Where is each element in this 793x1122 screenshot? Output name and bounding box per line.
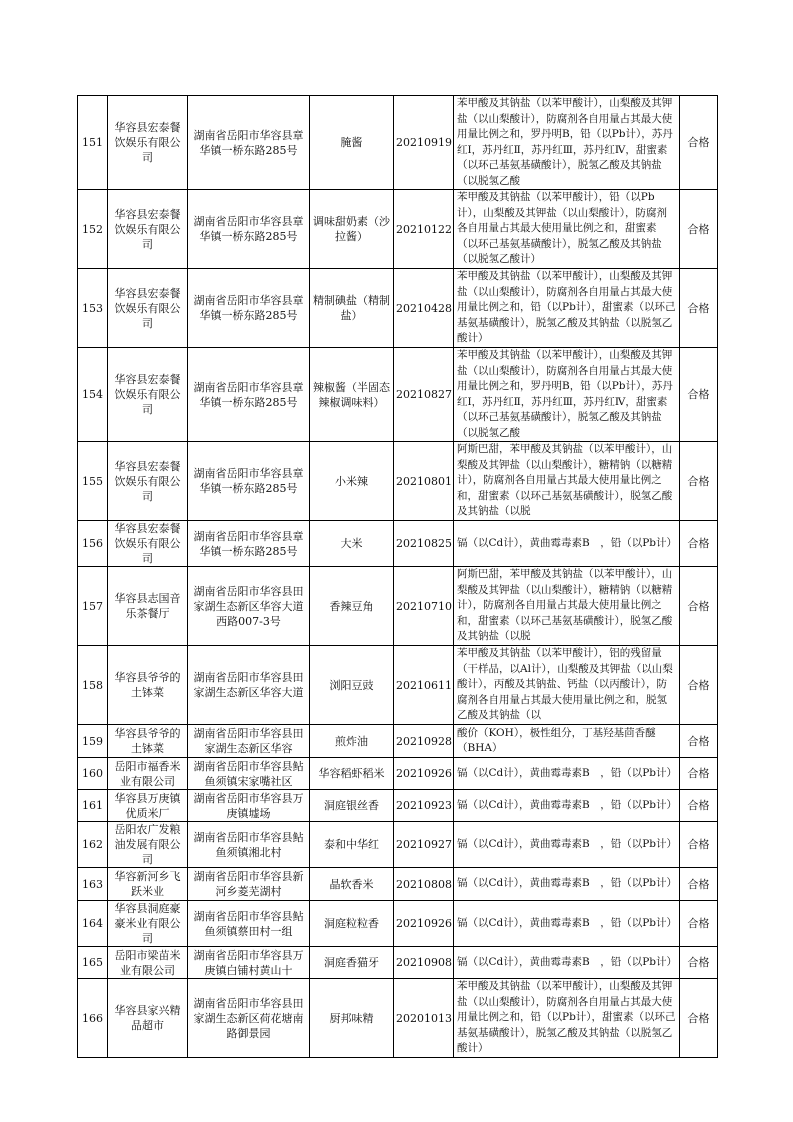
test-result: 合格 <box>680 269 718 348</box>
test-result: 合格 <box>680 901 718 947</box>
test-items: 镉（以Cd计），黄曲霉毒素B ，铅（以Pb计） <box>454 758 680 790</box>
test-items: 镉（以Cd计），黄曲霉毒素B ，铅（以Pb计） <box>454 822 680 868</box>
company-address: 湖南省岳阳市华容县新河乡菱芜湖村 <box>188 868 310 901</box>
test-items: 酸价（KOH），极性组分，丁基羟基茴香醚（BHA） <box>454 725 680 758</box>
production-date: 20210611 <box>394 646 454 725</box>
company-name: 岳阳农广发粮油发展有限公司 <box>108 822 188 868</box>
table-row <box>78 269 718 348</box>
food-name: 洞庭银丝香 <box>310 790 394 822</box>
row-number: 156 <box>78 521 108 567</box>
test-items: 镉（以Cd计），黄曲霉毒素B ，铅（以Pb计） <box>454 521 680 567</box>
test-items: 苯甲酸及其钠盐（以苯甲酸计），山梨酸及其钾盐（以山梨酸计），防腐剂各自用量占其最大使用量比例之和，罗丹明B，铅（以Pb计），苏丹红Ⅰ，苏丹红Ⅱ，苏丹红Ⅲ，苏丹红Ⅳ，甜蜜素（以环己基氨基磺酸计），脱氢乙酸及其钠盐（以脱氢乙酸 <box>454 348 680 442</box>
test-items: 阿斯巴甜，苯甲酸及其钠盐（以苯甲酸计），山梨酸及其钾盐（以山梨酸计），糖精钠（以糖精计），防腐剂各自用量占其最大使用量比例之和，甜蜜素（以环己基氨基磺酸计），脱氢乙酸及其钠盐（以脱 <box>454 442 680 521</box>
test-result: 合格 <box>680 790 718 822</box>
company-name: 岳阳市福香米业有限公司 <box>108 758 188 790</box>
production-date: 20210827 <box>394 348 454 442</box>
production-date: 20210825 <box>394 521 454 567</box>
test-result: 合格 <box>680 758 718 790</box>
table-row <box>78 901 718 947</box>
production-date: 20210928 <box>394 725 454 758</box>
table-row <box>78 790 718 822</box>
production-date: 20210908 <box>394 947 454 979</box>
company-name: 华容县洞庭豪豪米业有限公司 <box>108 901 188 947</box>
row-number: 161 <box>78 790 108 822</box>
production-date: 20210919 <box>394 96 454 190</box>
row-number: 166 <box>78 979 108 1058</box>
table-row <box>78 947 718 979</box>
food-name: 大米 <box>310 521 394 567</box>
food-name: 华容稻虾稻米 <box>310 758 394 790</box>
test-result: 合格 <box>680 348 718 442</box>
company-name: 华容县宏泰餐饮娱乐有限公司 <box>108 96 188 190</box>
production-date: 20210923 <box>394 790 454 822</box>
food-name: 洞庭香猫牙 <box>310 947 394 979</box>
row-number: 154 <box>78 348 108 442</box>
production-date: 20210926 <box>394 758 454 790</box>
test-result: 合格 <box>680 646 718 725</box>
company-address: 湖南省岳阳市华容县章华镇一桥东路285号 <box>188 521 310 567</box>
company-address: 湖南省岳阳市华容县鲇鱼须镇湘北村 <box>188 822 310 868</box>
company-name: 华容县宏泰餐饮娱乐有限公司 <box>108 442 188 521</box>
row-number: 155 <box>78 442 108 521</box>
test-result: 合格 <box>680 521 718 567</box>
company-name: 华容县万庚镇优质米厂 <box>108 790 188 822</box>
test-items: 苯甲酸及其钠盐（以苯甲酸计），铝的残留量（干样品，以Al计），山梨酸及其钾盐（以山梨酸计），丙酸及其钠盐、钙盐（以丙酸计），防腐剂各自用量占其最大使用量比例之和，脱氢乙酸及其钠盐（以 <box>454 646 680 725</box>
company-name: 华容县宏泰餐饮娱乐有限公司 <box>108 269 188 348</box>
food-name: 腌酱 <box>310 96 394 190</box>
company-address: 湖南省岳阳市华容县章华镇一桥东路285号 <box>188 190 310 269</box>
test-result: 合格 <box>680 979 718 1058</box>
test-items: 镉（以Cd计），黄曲霉毒素B ，铅（以Pb计） <box>454 868 680 901</box>
company-address: 湖南省岳阳市华容县田家湖生态新区华容大道 <box>188 646 310 725</box>
company-name: 华容新河乡飞跃米业 <box>108 868 188 901</box>
food-name: 辣椒酱（半固态辣椒调味料） <box>310 348 394 442</box>
table-row <box>78 822 718 868</box>
table-row <box>78 758 718 790</box>
row-number: 162 <box>78 822 108 868</box>
table-row <box>78 348 718 442</box>
row-number: 164 <box>78 901 108 947</box>
company-name: 华容县爷爷的土钵菜 <box>108 646 188 725</box>
test-items: 镉（以Cd计），黄曲霉毒素B ，铅（以Pb计） <box>454 947 680 979</box>
company-name: 华容县宏泰餐饮娱乐有限公司 <box>108 348 188 442</box>
food-name: 煎炸油 <box>310 725 394 758</box>
company-name: 岳阳市梁苗米业有限公司 <box>108 947 188 979</box>
test-result: 合格 <box>680 190 718 269</box>
company-address: 湖南省岳阳市华容县万庚镇白铺村黄山十 <box>188 947 310 979</box>
company-address: 湖南省岳阳市华容县章华镇一桥东路285号 <box>188 442 310 521</box>
company-address: 湖南省岳阳市华容县田家湖生态新区华容大道西路007-3号 <box>188 567 310 646</box>
production-date: 20210808 <box>394 868 454 901</box>
food-name: 香辣豆角 <box>310 567 394 646</box>
row-number: 157 <box>78 567 108 646</box>
test-items: 镉（以Cd计），黄曲霉毒素B ，铅（以Pb计） <box>454 901 680 947</box>
company-address: 湖南省岳阳市华容县章华镇一桥东路285号 <box>188 269 310 348</box>
company-address: 湖南省岳阳市华容县万庚镇墟场 <box>188 790 310 822</box>
row-number: 151 <box>78 96 108 190</box>
production-date: 20210926 <box>394 901 454 947</box>
food-name: 精制碘盐（精制盐） <box>310 269 394 348</box>
table-row <box>78 521 718 567</box>
row-number: 158 <box>78 646 108 725</box>
food-name: 小米辣 <box>310 442 394 521</box>
test-result: 合格 <box>680 442 718 521</box>
row-number: 152 <box>78 190 108 269</box>
table-row <box>78 567 718 646</box>
row-number: 159 <box>78 725 108 758</box>
company-address: 湖南省岳阳市华容县章华镇一桥东路285号 <box>188 348 310 442</box>
test-result: 合格 <box>680 567 718 646</box>
test-items: 苯甲酸及其钠盐（以苯甲酸计），山梨酸及其钾盐（以山梨酸计），防腐剂各自用量占其最大使用量比例之和，铅（以Pb计），甜蜜素（以环己基氨基磺酸计），脱氢乙酸及其钠盐（以脱氢乙酸计） <box>454 979 680 1058</box>
production-date: 20210710 <box>394 567 454 646</box>
test-result: 合格 <box>680 96 718 190</box>
production-date: 20210927 <box>394 822 454 868</box>
company-address: 湖南省岳阳市华容县鲇鱼须镇宋家嘴社区 <box>188 758 310 790</box>
company-address: 湖南省岳阳市华容县章华镇一桥东路285号 <box>188 96 310 190</box>
table-row <box>78 979 718 1058</box>
company-name: 华容县宏泰餐饮娱乐有限公司 <box>108 521 188 567</box>
production-date: 20210428 <box>394 269 454 348</box>
food-name: 调味甜奶素（沙拉酱） <box>310 190 394 269</box>
table-row <box>78 442 718 521</box>
food-name: 洞庭粒粒香 <box>310 901 394 947</box>
test-items: 阿斯巴甜，苯甲酸及其钠盐（以苯甲酸计），山梨酸及其钾盐（以山梨酸计），糖精钠（以糖精计），防腐剂各自用量占其最大使用量比例之和，甜蜜素（以环己基氨基磺酸计），脱氢乙酸及其钠盐（以脱 <box>454 567 680 646</box>
company-name: 华容县家兴精品超市 <box>108 979 188 1058</box>
production-date: 20210801 <box>394 442 454 521</box>
test-items: 镉（以Cd计），黄曲霉毒素B ，铅（以Pb计） <box>454 790 680 822</box>
test-items: 苯甲酸及其钠盐（以苯甲酸计），铅（以Pb计），山梨酸及其钾盐（以山梨酸计），防腐剂各自用量占其最大使用量比例之和，甜蜜素（以环己基氨基磺酸计），脱氢乙酸及其钠盐（以脱氢乙酸计） <box>454 190 680 269</box>
table-row <box>78 190 718 269</box>
test-result: 合格 <box>680 725 718 758</box>
table-row <box>78 646 718 725</box>
table-row <box>78 725 718 758</box>
company-address: 湖南省岳阳市华容县鲇鱼须镇蔡田村一组 <box>188 901 310 947</box>
row-number: 160 <box>78 758 108 790</box>
production-date: 20201013 <box>394 979 454 1058</box>
food-name: 泰和中华红 <box>310 822 394 868</box>
row-number: 153 <box>78 269 108 348</box>
production-date: 20210122 <box>394 190 454 269</box>
food-name: 晶软香米 <box>310 868 394 901</box>
table-row <box>78 96 718 190</box>
table-row <box>78 868 718 901</box>
food-name: 厨邦味精 <box>310 979 394 1058</box>
test-items: 苯甲酸及其钠盐（以苯甲酸计），山梨酸及其钾盐（以山梨酸计），防腐剂各自用量占其最大使用量比例之和，铅（以Pb计），甜蜜素（以环己基氨基磺酸计），脱氢乙酸及其钠盐（以脱氢乙酸计） <box>454 269 680 348</box>
test-result: 合格 <box>680 822 718 868</box>
test-result: 合格 <box>680 947 718 979</box>
test-items: 苯甲酸及其钠盐（以苯甲酸计），山梨酸及其钾盐（以山梨酸计），防腐剂各自用量占其最大使用量比例之和，罗丹明B，铅（以Pb计），苏丹红Ⅰ，苏丹红Ⅱ，苏丹红Ⅲ，苏丹红Ⅳ，甜蜜素（以环己基氨基磺酸计），脱氢乙酸及其钠盐（以脱氢乙酸 <box>454 96 680 190</box>
company-name: 华容县爷爷的土钵菜 <box>108 725 188 758</box>
food-name: 浏阳豆豉 <box>310 646 394 725</box>
row-number: 165 <box>78 947 108 979</box>
test-result: 合格 <box>680 868 718 901</box>
row-number: 163 <box>78 868 108 901</box>
company-name: 华容县宏泰餐饮娱乐有限公司 <box>108 190 188 269</box>
company-address: 湖南省岳阳市华容县田家湖生态新区华容 <box>188 725 310 758</box>
company-name: 华容县志国音乐茶餐厅 <box>108 567 188 646</box>
inspection-table <box>77 95 718 1058</box>
company-address: 湖南省岳阳市华容县田家湖生态新区荷花塘南路御景园 <box>188 979 310 1058</box>
